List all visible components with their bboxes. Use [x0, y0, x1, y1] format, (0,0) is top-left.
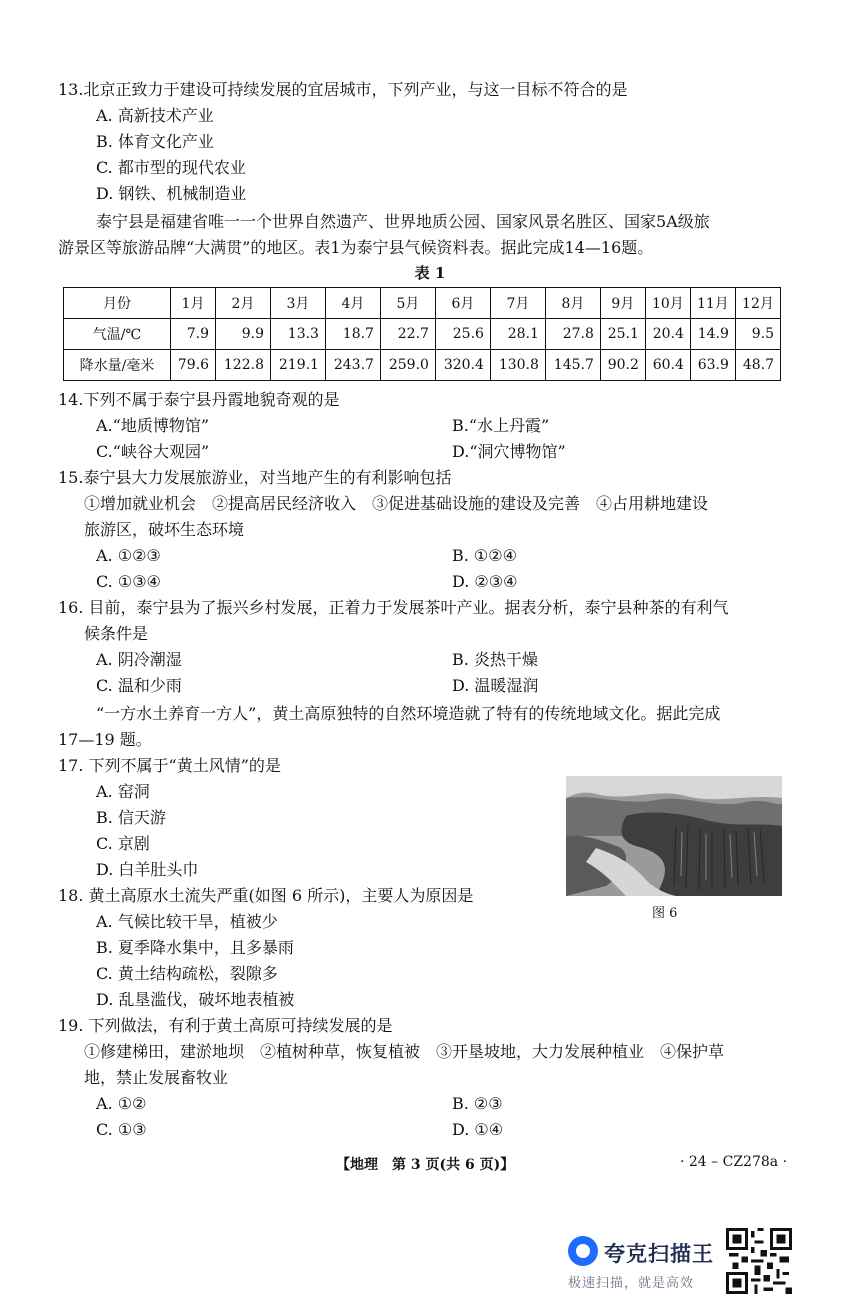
- q16-option-a: A. 阴冷潮湿: [96, 650, 182, 669]
- q18-stem: 18. 黄土高原水土流失严重(如图 6 所示)，主要人为原因是: [58, 886, 474, 905]
- q17-stem: 17. 下列不属于“黄土风情”的是: [58, 756, 281, 775]
- q18-option-b: B. 夏季降水集中，且多暴雨: [96, 938, 294, 957]
- table-temp-value: 27.8: [545, 319, 600, 350]
- table-month: 11月: [690, 288, 735, 319]
- watermark-slogan: 极速扫描，就是高效: [568, 1276, 695, 1291]
- q16-option-c: C. 温和少雨: [96, 676, 182, 695]
- table-month: 1月: [171, 288, 216, 319]
- table-temp-value: 9.9: [216, 319, 271, 350]
- table-month: 5月: [380, 288, 435, 319]
- q19-items-line1: ①修建梯田，建淤地坝 ②植树种草，恢复植被 ③开垦坡地，大力发展种植业 ④保护草: [84, 1042, 725, 1061]
- table-temp-label: 气温/℃: [64, 319, 171, 350]
- table-temp-value: 20.4: [645, 319, 690, 350]
- table-precip-value: 320.4: [435, 350, 490, 381]
- page-footer-label: 【地理 第 3 页(共 6 页)】: [336, 1157, 515, 1173]
- q18-option-a: A. 气候比较干旱，植被少: [96, 912, 278, 931]
- q19-items-line2: 地，禁止发展畜牧业: [84, 1068, 229, 1087]
- intro2-line2: 17—19 题。: [58, 730, 152, 749]
- table-precip-value: 243.7: [325, 350, 380, 381]
- table-row-precipitation: [64, 350, 781, 381]
- q17-option-b: B. 信天游: [96, 808, 166, 827]
- table-precip-value: 130.8: [490, 350, 545, 381]
- q15-items-line1: ①增加就业机会 ②提高居民经济收入 ③促进基础设施的建设及完善 ④占用耕地建设: [84, 494, 709, 513]
- q19-option-c: C. ①③: [96, 1120, 147, 1139]
- table-temp-value: 13.3: [270, 319, 325, 350]
- page-footer-code: · 24 – CZ278a ·: [680, 1154, 788, 1170]
- q19-option-a: A. ①②: [96, 1094, 147, 1113]
- q14-stem: 14.下列不属于泰宁县丹霞地貌奇观的是: [58, 390, 340, 409]
- table-month: 3月: [270, 288, 325, 319]
- table-header-month-label: 月份: [64, 288, 171, 319]
- q16-option-d: D. 温暖湿润: [452, 676, 539, 695]
- table-month: 4月: [325, 288, 380, 319]
- qr-code-icon: [726, 1228, 792, 1294]
- table-temp-value: 9.5: [735, 319, 780, 350]
- table-month: 6月: [435, 288, 490, 319]
- intro1-line1: 泰宁县是福建省唯一一个世界自然遗产、世界地质公园、国家风景名胜区、国家5A级旅: [96, 212, 710, 231]
- table-precip-value: 90.2: [600, 350, 645, 381]
- table-temp-value: 28.1: [490, 319, 545, 350]
- table-precip-value: 60.4: [645, 350, 690, 381]
- table-precip-value: 145.7: [545, 350, 600, 381]
- q15-items-line2: 旅游区，破坏生态环境: [84, 520, 245, 539]
- table-precip-value: 79.6: [171, 350, 216, 381]
- q15-option-a: A. ①②③: [96, 546, 161, 565]
- q15-option-d: D. ②③④: [452, 572, 518, 591]
- table1-caption: 表 1: [414, 264, 446, 282]
- q17-option-a: A. 窑洞: [96, 782, 150, 801]
- q13-option-c: C. 都市型的现代农业: [96, 158, 246, 177]
- q13-option-b: B. 体育文化产业: [96, 132, 214, 151]
- q14-option-a: A.“地质博物馆”: [96, 416, 210, 435]
- q19-option-d: D. ①④: [452, 1120, 504, 1139]
- q15-option-b: B. ①②④: [452, 546, 517, 565]
- q17-option-c: C. 京剧: [96, 834, 150, 853]
- quark-logo-icon: [568, 1236, 598, 1266]
- loess-plateau-erosion-photo: [566, 776, 782, 896]
- table-precip-value: 259.0: [380, 350, 435, 381]
- table-temp-value: 14.9: [690, 319, 735, 350]
- figure6-caption: 图 6: [652, 906, 678, 921]
- q19-stem: 19. 下列做法，有利于黄土高原可持续发展的是: [58, 1016, 393, 1035]
- q15-stem: 15.泰宁县大力发展旅游业，对当地产生的有利影响包括: [58, 468, 452, 487]
- table-month: 2月: [216, 288, 271, 319]
- q16-option-b: B. 炎热干燥: [452, 650, 538, 669]
- q13-option-d: D. 钢铁、机械制造业: [96, 184, 247, 203]
- q13-option-a: A. 高新技术产业: [96, 106, 214, 125]
- table-month: 8月: [545, 288, 600, 319]
- q14-option-d: D.“洞穴博物馆”: [452, 442, 566, 461]
- q17-option-d: D. 白羊肚头巾: [96, 860, 199, 879]
- table-temp-value: 18.7: [325, 319, 380, 350]
- watermark-name: 夸克扫描王: [604, 1242, 714, 1266]
- table-temp-value: 22.7: [380, 319, 435, 350]
- q14-option-c: C.“峡谷大观园”: [96, 442, 210, 461]
- table-month: 7月: [490, 288, 545, 319]
- table-month: 12月: [735, 288, 780, 319]
- q16-stem-line2: 候条件是: [84, 624, 149, 643]
- table-temp-value: 25.1: [600, 319, 645, 350]
- table-row-temperature: [64, 319, 781, 350]
- table-precip-label: 降水量/毫米: [64, 350, 171, 381]
- table-precip-value: 122.8: [216, 350, 271, 381]
- q18-option-d: D. 乱垦滥伐，破坏地表植被: [96, 990, 295, 1009]
- q16-stem-line1: 16. 目前，泰宁县为了振兴乡村发展，正着力于发展茶叶产业。据表分析，泰宁县种茶的有利气: [58, 598, 729, 617]
- table-temp-value: 25.6: [435, 319, 490, 350]
- q15-option-c: C. ①③④: [96, 572, 161, 591]
- table-row-months: [64, 288, 781, 319]
- intro2-line1: “一方水土养育一方人”，黄土高原独特的自然环境造就了特有的传统地域文化。据此完成: [96, 704, 721, 723]
- q14-option-b: B.“水上丹霞”: [452, 416, 550, 435]
- intro1-line2: 游景区等旅游品牌“大满贯”的地区。表1为泰宁县气候资料表。据此完成14—16题。: [58, 238, 654, 257]
- table-temp-value: 7.9: [171, 319, 216, 350]
- table-month: 10月: [645, 288, 690, 319]
- table-month: 9月: [600, 288, 645, 319]
- climate-table: [63, 287, 781, 381]
- scanner-watermark: [568, 1232, 718, 1292]
- q13-stem: 13.北京正致力于建设可持续发展的宜居城市，下列产业，与这一目标不符合的是: [58, 80, 628, 99]
- q19-option-b: B. ②③: [452, 1094, 503, 1113]
- table-precip-value: 48.7: [735, 350, 780, 381]
- table-precip-value: 219.1: [270, 350, 325, 381]
- q18-option-c: C. 黄土结构疏松，裂隙多: [96, 964, 278, 983]
- table-precip-value: 63.9: [690, 350, 735, 381]
